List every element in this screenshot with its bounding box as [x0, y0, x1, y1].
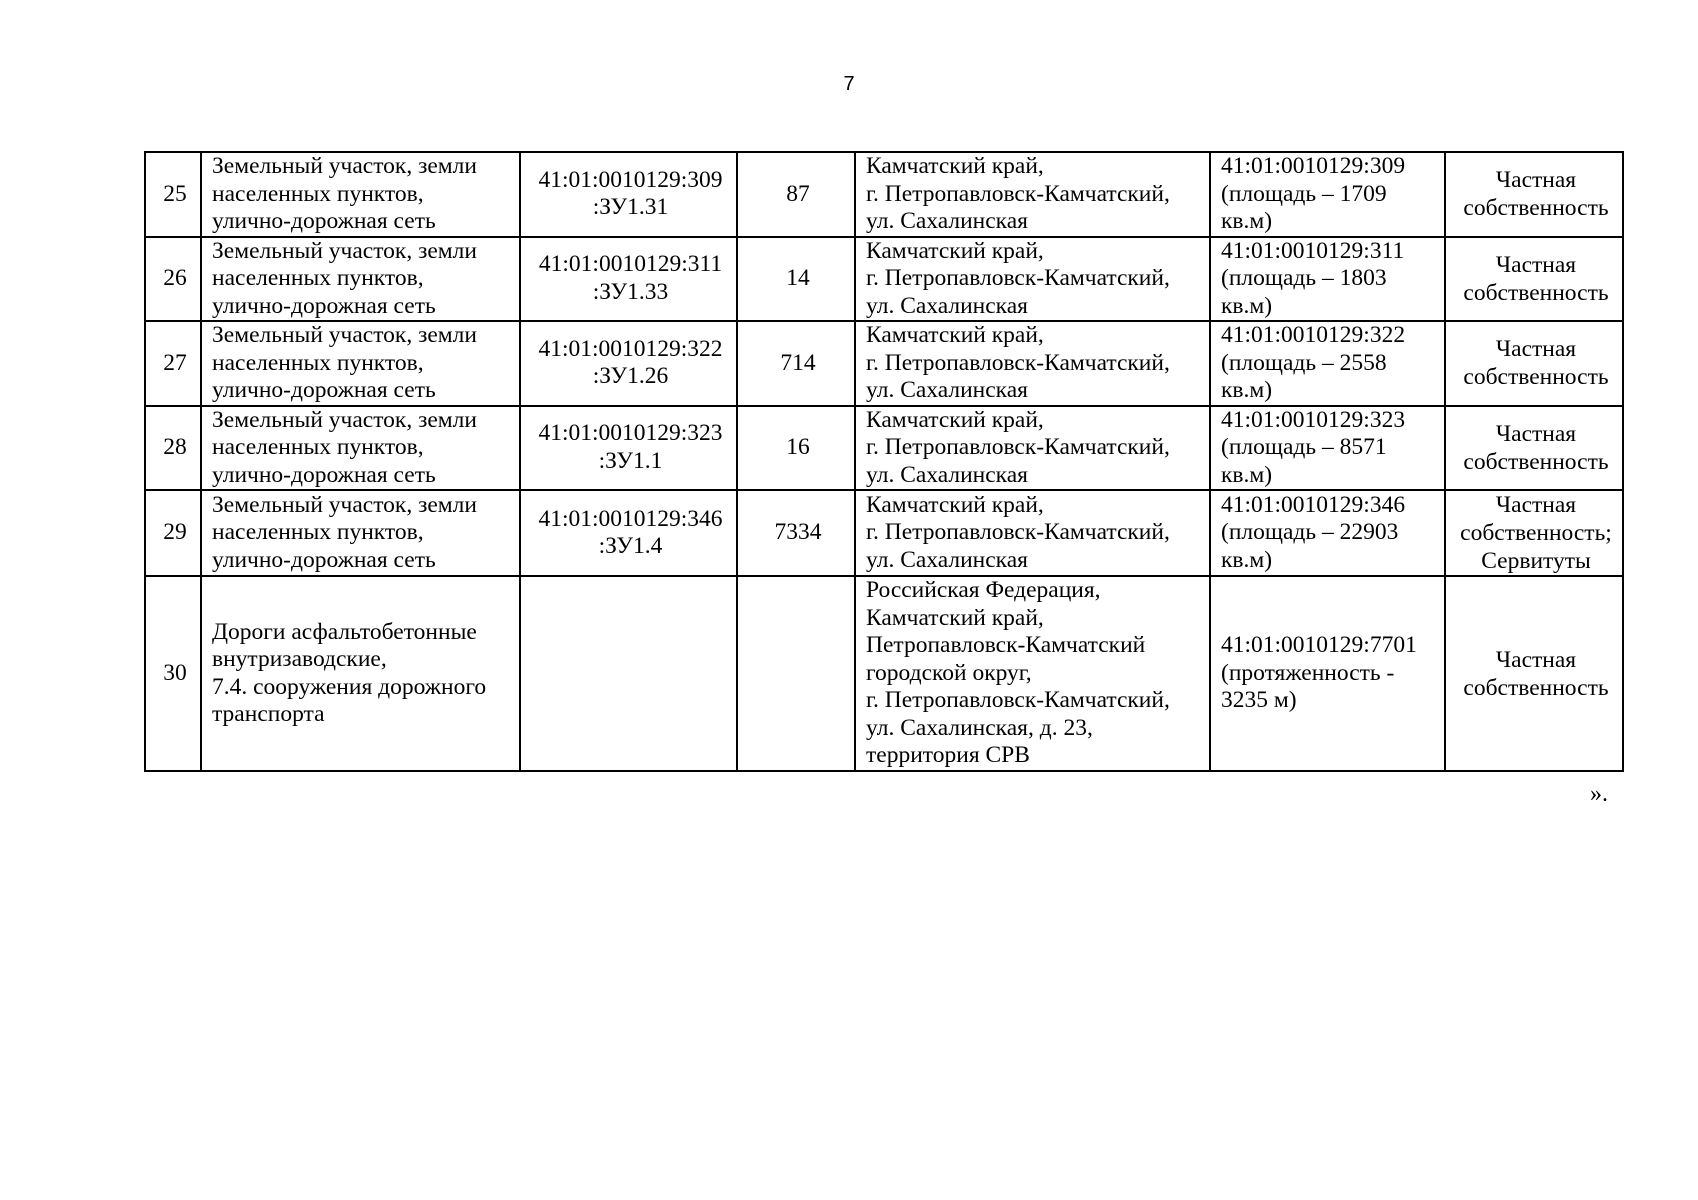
address-line: Камчатский край,	[866, 406, 1044, 433]
related-parcel-line: (площадь – 1803	[1221, 265, 1387, 291]
closing-quote-mark: ».	[1590, 781, 1608, 807]
cadastral-number-line: :ЗУ1.26	[592, 363, 669, 390]
address-cell	[855, 321, 1210, 406]
object-name-cell	[201, 152, 520, 237]
related-parcel-line: 41:01:0010129:323	[1221, 406, 1406, 433]
address-line: ул. Сахалинская	[866, 546, 1028, 573]
object-name-line: Земельный участок, земли	[212, 491, 477, 518]
object-name-line: внутризаводские,	[212, 646, 387, 672]
address-line: Камчатский край,	[866, 153, 1044, 179]
address-line: Петропавловск-Камчатский	[866, 632, 1146, 659]
rights-line: собственность	[1463, 279, 1609, 306]
cadastral-number-cell	[520, 152, 737, 237]
address-line: г. Петропавловск-Камчатский,	[866, 687, 1170, 714]
rights-line: Частная	[1495, 167, 1577, 194]
table-row	[145, 321, 1623, 406]
address-line: г. Петропавловск-Камчатский,	[866, 180, 1170, 207]
related-parcel-line: 41:01:0010129:346	[1221, 491, 1406, 518]
related-parcel-line: кв.м)	[1221, 208, 1273, 234]
object-name-cell	[201, 576, 520, 771]
related-parcel-line: (протяженность -	[1221, 659, 1395, 686]
table-row	[145, 237, 1623, 322]
row-number-cell: 29	[145, 490, 201, 576]
related-parcel-line: кв.м)	[1221, 546, 1273, 573]
related-parcel-line: 3235 м)	[1221, 687, 1297, 714]
rights-line: собственность;	[1460, 520, 1612, 546]
address-line: Камчатский край,	[866, 237, 1044, 264]
table-row	[145, 490, 1623, 576]
related-parcel-line: кв.м)	[1221, 377, 1273, 403]
address-line: Камчатский край,	[866, 491, 1044, 518]
rights-cell	[1445, 490, 1623, 576]
rights-line: Частная	[1495, 251, 1577, 278]
object-name-line: 7.4. сооружения дорожного	[212, 673, 487, 700]
address-line: г. Петропавловск-Камчатский,	[866, 519, 1170, 546]
row-number-cell: 30	[145, 576, 201, 771]
area-cell: 16	[737, 406, 855, 491]
cadastral-number-cell	[520, 321, 737, 406]
related-parcel-line: (площадь – 8571	[1221, 434, 1387, 460]
cadastral-number-cell	[520, 490, 737, 576]
related-parcel-cell	[1210, 490, 1445, 576]
area-cell: 87	[737, 152, 855, 237]
rights-line: собственность	[1463, 364, 1609, 391]
related-parcel-line: (площадь – 22903	[1221, 519, 1399, 546]
related-parcel-line: 41:01:0010129:322	[1221, 322, 1406, 348]
cadastral-number-line: :ЗУ1.1	[598, 447, 663, 474]
rights-line: Частная	[1495, 420, 1577, 447]
cadastral-number-line: 41:01:0010129:323	[538, 420, 723, 447]
related-parcel-cell	[1210, 321, 1445, 406]
address-line: г. Петропавловск-Камчатский,	[866, 349, 1170, 376]
rights-line: Сервитуты	[1481, 548, 1591, 574]
related-parcel-cell	[1210, 152, 1445, 237]
cadastral-number-line: 41:01:0010129:322	[538, 335, 723, 362]
related-parcel-line: 41:01:0010129:311	[1221, 237, 1405, 264]
table-row	[145, 152, 1623, 237]
object-name-cell	[201, 490, 520, 576]
address-line: ул. Сахалинская	[866, 377, 1028, 403]
cadastral-number-cell	[520, 406, 737, 491]
address-line: городской округ,	[866, 659, 1032, 686]
cadastral-number-cell	[520, 237, 737, 322]
rights-line: собственность	[1463, 674, 1609, 701]
related-parcel-line: кв.м)	[1221, 292, 1273, 319]
cadastral-number-line: :ЗУ1.4	[598, 533, 663, 559]
address-line: Российская Федерация,	[866, 577, 1101, 604]
table-body	[145, 152, 1623, 771]
object-name-line: населенных пунктов,	[212, 434, 424, 460]
related-parcel-cell	[1210, 406, 1445, 491]
object-name-line: Земельный участок, земли	[212, 237, 477, 264]
related-parcel-line: 41:01:0010129:309	[1221, 153, 1406, 179]
address-cell	[855, 576, 1210, 771]
area-cell: 14	[737, 237, 855, 322]
object-name-line: Земельный участок, земли	[212, 153, 477, 179]
address-cell	[855, 152, 1210, 237]
address-cell	[855, 406, 1210, 491]
object-name-line: улично-дорожная сеть	[212, 208, 436, 234]
area-cell: 7334	[737, 490, 855, 576]
cadastral-number-line: :ЗУ1.33	[592, 278, 669, 305]
table-row	[145, 576, 1623, 771]
row-number-cell: 26	[145, 237, 201, 322]
rights-line: Частная	[1495, 646, 1577, 673]
object-name-line: населенных пунктов,	[212, 519, 424, 546]
address-line: ул. Сахалинская, д. 23,	[866, 714, 1093, 741]
address-line: Камчатский край,	[866, 322, 1044, 348]
object-name-line: улично-дорожная сеть	[212, 546, 436, 573]
cadastral-number-line: 41:01:0010129:311	[538, 251, 723, 278]
rights-cell	[1445, 406, 1623, 491]
object-name-line: населенных пунктов,	[212, 180, 424, 207]
related-parcel-line: 41:01:0010129:7701	[1221, 632, 1417, 659]
address-line: ул. Сахалинская	[866, 461, 1028, 488]
table-row	[145, 406, 1623, 491]
related-parcel-line: кв.м)	[1221, 461, 1273, 488]
object-name-line: Земельный участок, земли	[212, 322, 477, 348]
cadastral-number-line: :ЗУ1.31	[592, 194, 669, 221]
object-name-line: населенных пунктов,	[212, 349, 424, 376]
cadastral-number-cell	[520, 576, 737, 771]
row-number-cell: 25	[145, 152, 201, 237]
cadastral-number-line: 41:01:0010129:346	[538, 505, 723, 532]
row-number-cell: 28	[145, 406, 201, 491]
address-line: г. Петропавловск-Камчатский,	[866, 434, 1170, 460]
rights-line: Частная	[1495, 492, 1577, 518]
object-name-line: Дороги асфальтобетонные	[212, 618, 477, 645]
object-name-cell	[201, 406, 520, 491]
rights-line: собственность	[1463, 448, 1609, 475]
address-cell	[855, 237, 1210, 322]
address-line: ул. Сахалинская	[866, 292, 1028, 319]
rights-cell	[1445, 321, 1623, 406]
land-plots-table	[144, 151, 1624, 772]
object-name-line: населенных пунктов,	[212, 265, 424, 291]
rights-line: Частная	[1495, 336, 1577, 363]
object-name-line: улично-дорожная сеть	[212, 292, 436, 319]
object-name-line: Земельный участок, земли	[212, 406, 477, 433]
object-name-cell	[201, 237, 520, 322]
related-parcel-line: (площадь – 2558	[1221, 349, 1387, 376]
page-number: 7	[843, 73, 855, 95]
rights-line: собственность	[1463, 195, 1609, 222]
rights-cell	[1445, 237, 1623, 322]
related-parcel-cell	[1210, 576, 1445, 771]
rights-cell	[1445, 152, 1623, 237]
object-name-line: улично-дорожная сеть	[212, 377, 436, 403]
area-cell	[737, 576, 855, 771]
row-number-cell: 27	[145, 321, 201, 406]
rights-cell	[1445, 576, 1623, 771]
object-name-cell	[201, 321, 520, 406]
address-line: ул. Сахалинская	[866, 208, 1028, 234]
related-parcel-line: (площадь – 1709	[1221, 180, 1387, 207]
object-name-line: улично-дорожная сеть	[212, 461, 436, 488]
cadastral-number-line: 41:01:0010129:309	[538, 166, 723, 193]
related-parcel-cell	[1210, 237, 1445, 322]
address-line: г. Петропавловск-Камчатский,	[866, 265, 1170, 291]
area-cell: 714	[737, 321, 855, 406]
address-cell	[855, 490, 1210, 576]
address-line: Камчатский край,	[866, 604, 1044, 631]
object-name-line: транспорта	[212, 701, 325, 727]
address-line: территория СРВ	[866, 742, 1030, 769]
